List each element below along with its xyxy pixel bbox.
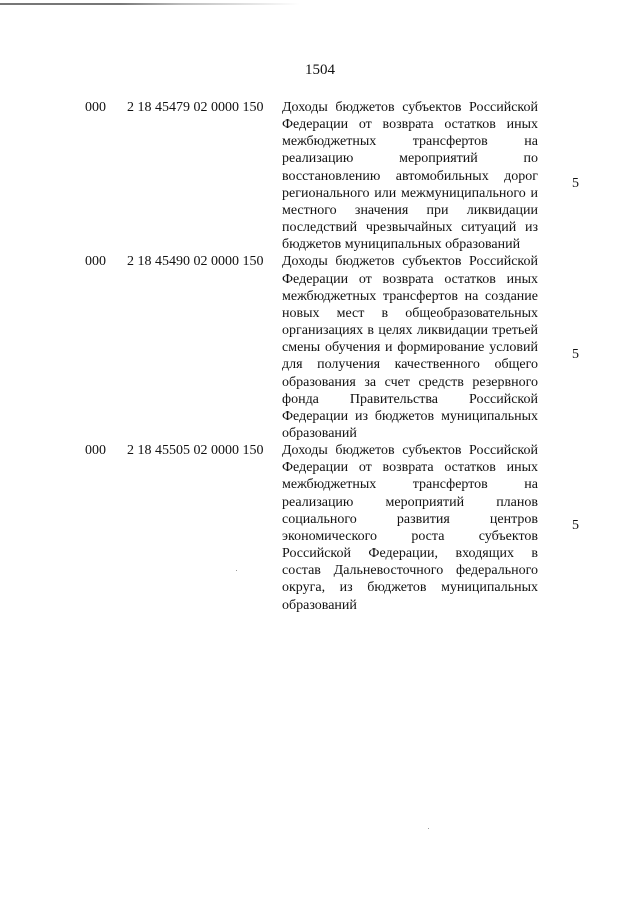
budget-classification-code: 2 18 45479 02 0000 150 <box>127 100 264 115</box>
revenue-name: Доходы бюджетов субъектов Российской Федерации от возврата остатков иных межбюджетных трансфертов на реализацию мероприятий по восстановлению автомобильных дорог регионального или межмуниципального и местного значения при ликвидации последствий чрезвычайных ситуаций из бюджетов муниципальных образований <box>282 100 538 253</box>
scan-edge-line <box>0 3 300 5</box>
page-number: 1504 <box>305 62 335 78</box>
amount: 5 <box>572 518 579 534</box>
table-row <box>0 99 640 253</box>
scan-speck <box>428 828 429 829</box>
admin-code: 000 <box>85 254 106 270</box>
budget-classification-code: 2 18 45490 02 0000 150 <box>127 254 264 270</box>
admin-code: 000 <box>85 443 106 459</box>
revenue-name: Доходы бюджетов субъектов Российской Федерации от возврата остатков иных межбюджетных трансфертов на создание новых мест в общеобразовательных организациях в целях ликвидации третьей смены обучения и формирование условий для получения качественного общего образования за счет средств резервного фонда Правительства Российской Федерации из бюджетов муниципальных образований <box>282 254 538 441</box>
amount: 5 <box>572 347 579 363</box>
revenue-name: Доходы бюджетов субъектов Российской Федерации от возврата остатков иных межбюджетных трансфертов на реализацию мероприятий планов социального развития центров экономического роста субъектов Российской Федерации, входящих в состав Дальневосточного федерального округа, из бюджетов муниципальных образований <box>282 443 538 613</box>
budget-classification-code: 2 18 45505 02 0000 150 <box>127 443 264 459</box>
table-row <box>0 442 640 614</box>
budget-code-table <box>0 99 640 614</box>
table-row <box>0 253 640 442</box>
admin-code: 000 <box>85 100 106 115</box>
scan-speck <box>236 570 237 571</box>
amount: 5 <box>572 176 579 191</box>
